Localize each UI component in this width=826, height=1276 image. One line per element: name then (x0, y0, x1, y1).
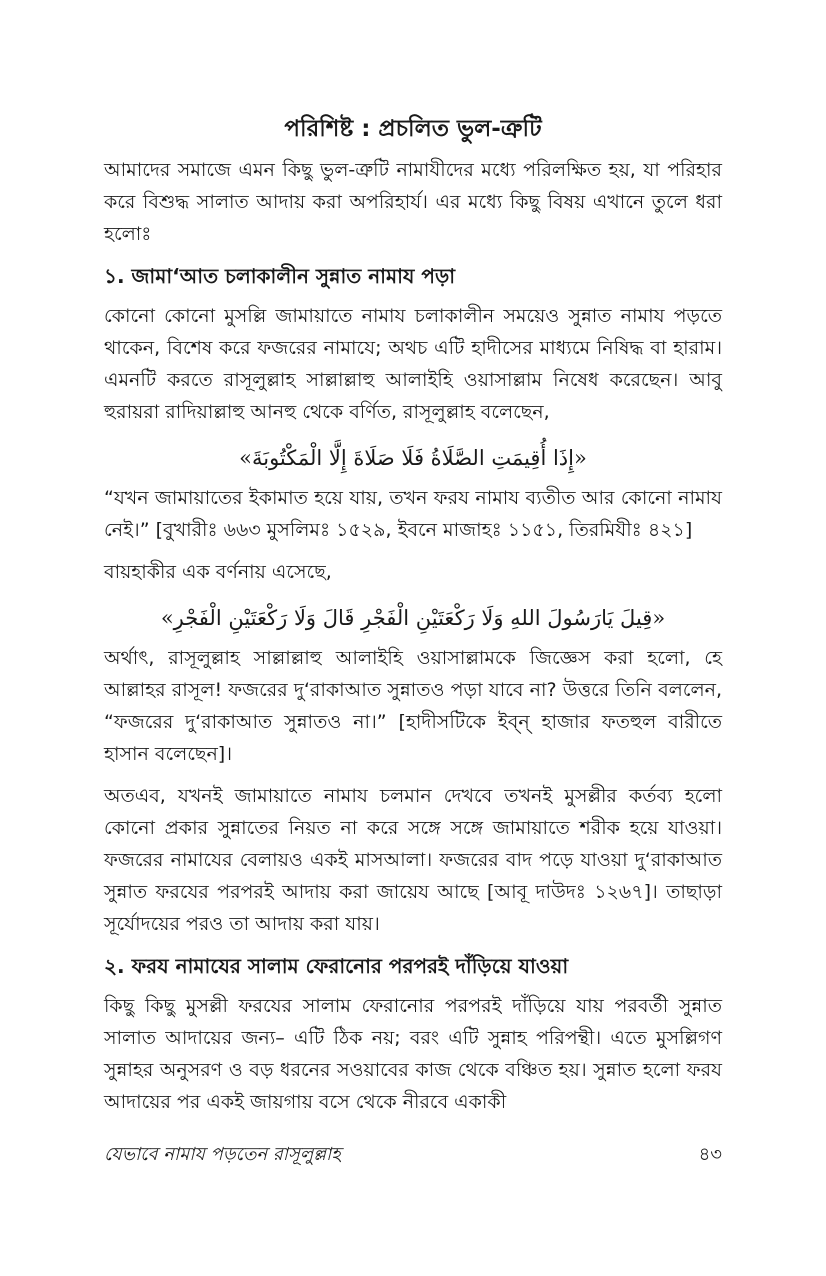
page-title: পরিশিষ্ট : প্রচলিত ভুল-ত্রুটি (284, 116, 542, 142)
section-heading-1: ১. জামা‘আত চলাকালীন সুন্নাত নামায পড়া (104, 264, 456, 288)
section1-paragraph-3: বায়হাকীর এক বর্ণনায় এসেছে, (104, 561, 332, 583)
section1-paragraph-2: “যখন জামায়াতের ইকামাত হয়ে যায়, তখন ফরয নামায ব্যতীত আর কোনো নামায নেই।” [বুখারীঃ ৬৬৩ মুসলিমঃ ১৫২৯, ইবনে মাজাহঃ ১১৫১, তিরমিযীঃ ৪২১] (104, 487, 722, 541)
section1-paragraph-4: অর্থাৎ, রাসূলুল্লাহ সাল্লাল্লাহু আলাইহি ওয়াসাল্লামকে জিজ্ঞেস করা হলো, হে আল্লাহর রাসূল! ফজরের দু‘রাকাআত সুন্নাতও পড়া যাবে না? উত্তরে তিনি বললেন, “ফজরের দু‘রাকাআত সুন্নাতও না।” [হাদীসটিকে ইব্‌ন্‌ হাজার ফতহুল বারীতে হাসান বলেছেন]। (104, 647, 722, 765)
section1-paragraph-1: কোনো কোনো মুসল্লি জামায়াতে নামায চলাকালীন সময়েও সুন্নাত নামায পড়তে থাকেন, বিশেষ করে ফজরের নামাযে; অথচ এটি হাদীসের মাধ্যমে নিষিদ্ধ বা হারাম। এমনটি করতে রাসূলুল্লাহ সাল্লাল্লাহু আলাইহি ওয়াসাল্লাম নিষেধ করেছেন। আবু হুরায়রা রাদিয়াল্লাহু আনহু থেকে বর্ণিত, রাসূলুল্লাহ বলেছেন, (104, 305, 722, 423)
page-footer (104, 1140, 722, 1171)
page-number: ৪৩ (698, 1144, 722, 1165)
section2-paragraph-1: কিছু কিছু মুসল্লী ফরযের সালাম ফেরানোর পরপরই দাঁড়িয়ে যায় পরবর্তী সুন্নাত সালাত আদায়ের জন্য– এটি ঠিক নয়; বরং এটি সুন্নাহ পরিপন্থী। এতে মুসল্লিগণ সুন্নাহর অনুসরণ ও বড় ধরনের সওয়াবের কাজ থেকে বঞ্চিত হয়। সুন্নাত হলো ফরয আদায়ের পর একই জায়গায় বসে থেকে নীরবে একাকী (104, 995, 722, 1113)
footer-book-title: যেভাবে নামায পড়তেন রাসূলুল্লাহ (104, 1144, 341, 1165)
page-body (104, 112, 722, 1128)
section1-paragraph-5: অতএব, যখনই জামায়াতে নামায চলমান দেখবে তখনই মুসল্লীর কর্তব্য হলো কোনো প্রকার সুন্নাতের নিয়ত না করে সঙ্গে সঙ্গে জামায়াতে শরীক হয়ে যাওয়া। ফজরের নামাযের বেলায়ও একই মাসআলা। ফজরের বাদ পড়ে যাওয়া দু‘রাকাআত সুন্নাত ফরযের পরপরই আদায় করা জায়েয আছে [আবূ দাউদঃ ১২৬৭]। তাছাড়া সূর্যোদয়ের পরও তা আদায় করা যায়। (104, 785, 722, 935)
arabic-hadith-2: «قِيلَ يَارَسُولَ اللهِ وَلَا رَكْعَتَيْنِ الْفَجْرِ قَالَ وَلَا رَكْعَتَيْنِ الْفَجْرِ» (160, 606, 666, 630)
arabic-hadith-1: «إِذَا أُقِيمَتِ الصَّلَاةُ فَلَا صَلَاةَ إِلَّا الْمَكْتُوبَةَ» (239, 446, 587, 470)
section-heading-2: ২. ফরয নামাযের সালাম ফেরানোর পরপরই দাঁড়িয়ে যাওয়া (104, 954, 569, 978)
intro-paragraph: আমাদের সমাজে এমন কিছু ভুল-ত্রুটি নামাযীদের মধ্যে পরিলক্ষিত হয়, যা পরিহার করে বিশুদ্ধ সালাত আদায় করা অপরিহার্য। এর মধ্যে কিছু বিষয় এখানে তুলে ধরা হলোঃ (104, 159, 722, 245)
